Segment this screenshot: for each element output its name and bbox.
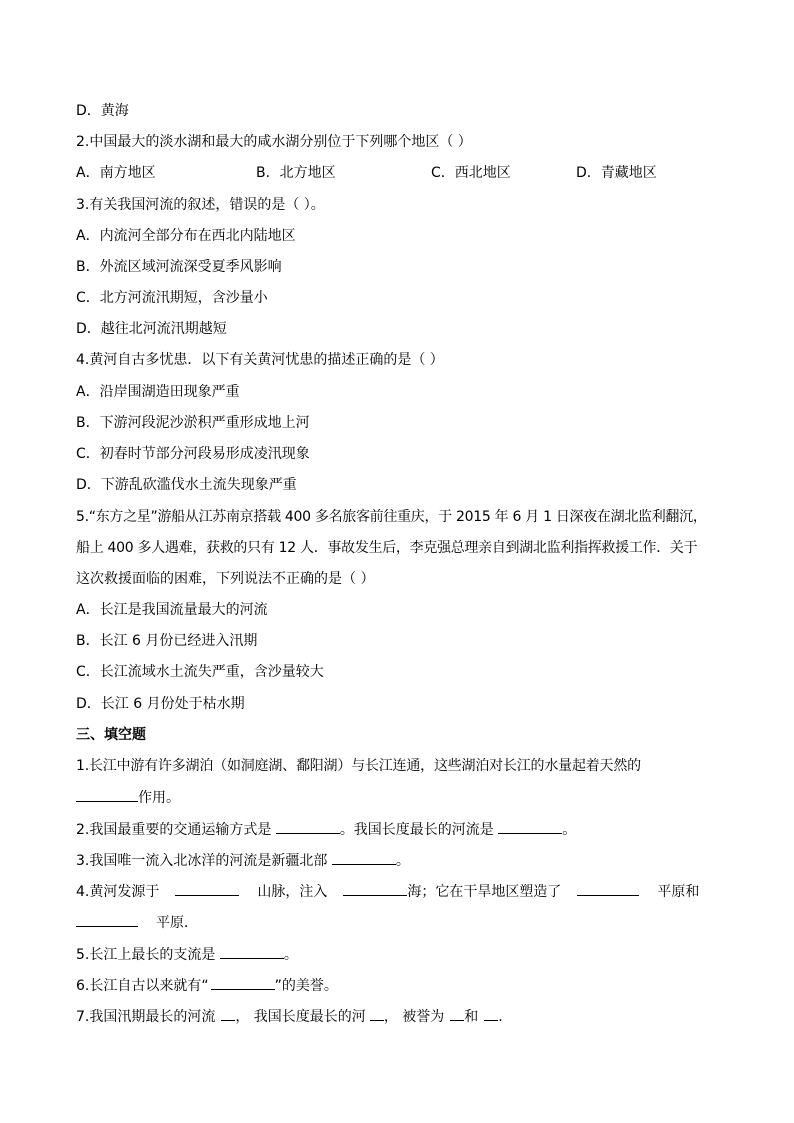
fill-3-text-b: 。 — [395, 853, 410, 869]
fill-7-text-b: ， 我国长度最长的河 — [235, 1009, 366, 1025]
q3-option-c: C．北方河流汛期短，含沙量小 — [76, 290, 268, 306]
fill-7-blank-1[interactable] — [221, 1006, 235, 1021]
fill-2-text-c: 。 — [562, 822, 577, 838]
fill-6-line — [76, 975, 338, 996]
q2-option-b: B．北方地区 — [256, 165, 336, 181]
fill-4-blank-1[interactable] — [175, 881, 239, 896]
q3-stem: 3.有关我国河流的叙述，错误的是（ ）。 — [76, 197, 325, 213]
fill-7-text-d: 和 — [464, 1009, 479, 1025]
fill-7-line — [76, 1006, 503, 1027]
fill-6-text-a: 6.长江自古以来就有“ — [76, 978, 209, 994]
fill-7-text-c: ， 被誉为 — [383, 1009, 445, 1025]
fill-2-text-a: 2.我国最重要的交通运输方式是 — [76, 822, 272, 838]
fill-3-blank[interactable] — [332, 850, 396, 865]
q2-option-d: D．青藏地区 — [576, 165, 657, 181]
fill-4-blank-2[interactable] — [343, 881, 407, 896]
fill-2-text-b: 。我国长度最长的河流是 — [339, 822, 494, 838]
fill-1-suffix: 作用。 — [138, 790, 180, 806]
q4-stem: 4.黄河自古多忧患．以下有关黄河忧患的描述正确的是（ ） — [76, 352, 444, 368]
fill-4-text-d: 平原和 — [657, 884, 700, 900]
fill-5-line — [76, 944, 298, 965]
fill-5-blank[interactable] — [220, 944, 284, 959]
fill-4-text-b: 山脉，注入 — [257, 884, 328, 900]
q5-option-d: D．长江 6 月份处于枯水期 — [76, 696, 245, 712]
fill-7-blank-2[interactable] — [370, 1006, 384, 1021]
q4-option-b: B．下游河段泥沙淤积严重形成地上河 — [76, 415, 310, 431]
fill-7-blank-4[interactable] — [484, 1006, 498, 1021]
section-heading-fill-in: 三、填空题 — [76, 727, 146, 743]
q2-option-a: A．南方地区 — [76, 165, 156, 181]
fill-4-line-2 — [76, 912, 198, 933]
fill-5-text-a: 5.长江上最长的支流是 — [76, 947, 216, 963]
q4-option-a: A．沿岸围湖造田现象严重 — [76, 384, 240, 400]
q2-stem: 2.中国最大的淡水湖和最大的咸水湖分别位于下列哪个地区（ ） — [76, 134, 472, 150]
q3-option-a: A．内流河全部分布在西北内陆地区 — [76, 228, 296, 244]
fill-3-line — [76, 850, 410, 871]
q5-stem-line-2: 船上 400 多人遇难，获救的只有 12 人．事故发生后，李克强总理亲自到湖北监利指挥救援工作．关于 — [76, 540, 698, 556]
q3-option-b: B．外流区域河流深受夏季风影响 — [76, 259, 282, 275]
q4-option-d: D．下游乱砍滥伐水土流失现象严重 — [76, 477, 297, 493]
fill-4-blank-3[interactable] — [577, 881, 639, 896]
q5-option-a: A．长江是我国流量最大的河流 — [76, 602, 268, 618]
q5-option-c: C．长江流域水土流失严重，含沙量较大 — [76, 664, 324, 680]
q4-option-c: C．初春时节部分河段易形成凌汛现象 — [76, 446, 310, 462]
fill-6-text-b: ”的美誉。 — [274, 978, 338, 994]
fill-4-text-a: 4.黄河发源于 — [76, 884, 160, 900]
fill-7-text-e: . — [498, 1009, 503, 1025]
fill-5-text-b: 。 — [283, 947, 298, 963]
fill-1-line-2 — [76, 787, 180, 808]
fill-3-text-a: 3.我国唯一流入北冰洋的河流是新疆北部 — [76, 853, 328, 869]
fill-4-line-1 — [76, 881, 699, 902]
q3-option-d: D．越往北河流汛期越短 — [76, 321, 227, 337]
q5-stem-line-3: 这次救援面临的困难，下列说法不正确的是（ ） — [76, 571, 375, 587]
fill-2-line — [76, 819, 576, 840]
q5-stem-line-1: 5.“东方之星”游船从江苏南京搭载 400 多名旅客前往重庆，于 2015 年 6 月 1 日深夜在湖北监利翻沉， — [76, 509, 707, 525]
fill-4-text-e: 平原． — [156, 915, 198, 931]
fill-6-blank[interactable] — [211, 975, 275, 990]
fill-7-text-a: 7.我国汛期最长的河流 — [76, 1009, 216, 1025]
q5-option-b: B．长江 6 月份已经进入汛期 — [76, 633, 258, 649]
fill-7-blank-3[interactable] — [450, 1006, 464, 1021]
fill-2-blank-2[interactable] — [498, 819, 562, 834]
fill-2-blank-1[interactable] — [276, 819, 340, 834]
fill-4-blank-4[interactable] — [76, 912, 138, 927]
fill-1-blank[interactable] — [76, 787, 138, 802]
fill-4-text-c: 海；它在干旱地区塑造了 — [407, 884, 562, 900]
q1-option-d: D．黄海 — [76, 103, 129, 119]
q2-option-c: C．西北地区 — [431, 165, 511, 181]
fill-1-line-1: 1.长江中游有许多湖泊（如洞庭湖、鄱阳湖）与长江连通，这些湖泊对长江的水量起着天然的 — [76, 758, 641, 774]
